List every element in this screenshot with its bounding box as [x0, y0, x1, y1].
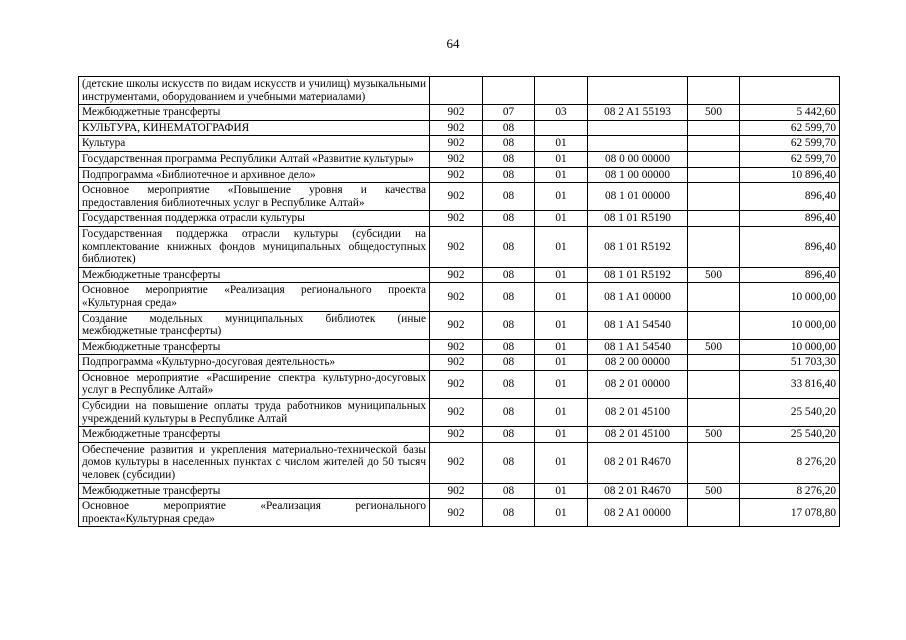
amount-cell: 10 000,00 [740, 311, 840, 339]
section-code-cell: 08 [483, 211, 535, 227]
expense-type-cell [688, 370, 740, 398]
ministry-code-cell: 902 [430, 499, 483, 527]
expense-type-cell: 500 [688, 267, 740, 283]
subsection-code-cell: 01 [535, 283, 588, 311]
subsection-code-cell: 01 [535, 339, 588, 355]
row-name-cell: Основное мероприятие «Реализация регионального проекта «Культурная среда» [79, 283, 430, 311]
amount-cell: 25 540,20 [740, 399, 840, 427]
subsection-code-cell: 01 [535, 211, 588, 227]
amount-cell: 8 276,20 [740, 483, 840, 499]
row-name-cell: (детские школы искусств по видам искусств и училищ) музыкальными инструментами, оборудованием и учебными материалами) [79, 77, 430, 105]
section-code-cell: 08 [483, 151, 535, 167]
target-article-cell: 08 2 A1 00000 [588, 499, 688, 527]
expense-type-cell: 500 [688, 105, 740, 121]
amount-cell: 896,40 [740, 211, 840, 227]
target-article-cell: 08 1 A1 54540 [588, 311, 688, 339]
row-name-cell: Государственная поддержка отрасли культуры [79, 211, 430, 227]
row-name-cell: Подпрограмма «Культурно-досуговая деятельность» [79, 355, 430, 371]
ministry-code-cell: 902 [430, 339, 483, 355]
section-code-cell: 08 [483, 311, 535, 339]
amount-cell: 62 599,70 [740, 151, 840, 167]
page-number: 64 [446, 36, 460, 51]
expense-type-cell [688, 77, 740, 105]
table-row [79, 77, 840, 105]
expense-type-cell [688, 355, 740, 371]
target-article-cell: 08 1 01 R5190 [588, 211, 688, 227]
expense-type-cell [688, 211, 740, 227]
target-article-cell: 08 2 01 R4670 [588, 442, 688, 483]
ministry-code-cell: 902 [430, 311, 483, 339]
table-row [79, 226, 840, 267]
amount-cell: 10 000,00 [740, 283, 840, 311]
ministry-code-cell [430, 77, 483, 105]
amount-cell: 10 000,00 [740, 339, 840, 355]
section-code-cell: 08 [483, 136, 535, 152]
subsection-code-cell: 01 [535, 136, 588, 152]
row-name-cell: Межбюджетные трансферты [79, 267, 430, 283]
amount-cell: 51 703,30 [740, 355, 840, 371]
ministry-code-cell: 902 [430, 120, 483, 136]
subsection-code-cell: 01 [535, 499, 588, 527]
ministry-code-cell: 902 [430, 167, 483, 183]
subsection-code-cell: 01 [535, 311, 588, 339]
expense-type-cell [688, 167, 740, 183]
expense-type-cell [688, 499, 740, 527]
ministry-code-cell: 902 [430, 399, 483, 427]
target-article-cell: 08 2 01 R4670 [588, 483, 688, 499]
section-code-cell: 08 [483, 370, 535, 398]
table-row [79, 427, 840, 443]
expense-type-cell: 500 [688, 339, 740, 355]
target-article-cell [588, 120, 688, 136]
expense-type-cell [688, 442, 740, 483]
row-name-cell: Основное мероприятие «Расширение спектра культурно-досуговых услуг в Республике Алтай» [79, 370, 430, 398]
subsection-code-cell: 01 [535, 167, 588, 183]
target-article-cell: 08 1 01 00000 [588, 183, 688, 211]
expense-type-cell [688, 120, 740, 136]
section-code-cell: 07 [483, 105, 535, 121]
expense-type-cell: 500 [688, 427, 740, 443]
section-code-cell: 08 [483, 499, 535, 527]
section-code-cell: 08 [483, 267, 535, 283]
subsection-code-cell: 01 [535, 183, 588, 211]
table-row [79, 483, 840, 499]
ministry-code-cell: 902 [430, 211, 483, 227]
table-row [79, 499, 840, 527]
section-code-cell: 08 [483, 120, 535, 136]
section-code-cell: 08 [483, 442, 535, 483]
target-article-cell: 08 0 00 00000 [588, 151, 688, 167]
ministry-code-cell: 902 [430, 483, 483, 499]
expense-type-cell [688, 183, 740, 211]
expense-type-cell [688, 311, 740, 339]
section-code-cell: 08 [483, 339, 535, 355]
subsection-code-cell: 01 [535, 370, 588, 398]
table-row [79, 167, 840, 183]
row-name-cell: Подпрограмма «Библиотечное и архивное дело» [79, 167, 430, 183]
subsection-code-cell: 01 [535, 151, 588, 167]
amount-cell: 33 816,40 [740, 370, 840, 398]
subsection-code-cell: 01 [535, 483, 588, 499]
table-row [79, 442, 840, 483]
table-row [79, 211, 840, 227]
table-row [79, 339, 840, 355]
target-article-cell: 08 2 01 45100 [588, 427, 688, 443]
target-article-cell: 08 1 A1 54540 [588, 339, 688, 355]
ministry-code-cell: 902 [430, 105, 483, 121]
expense-type-cell [688, 226, 740, 267]
amount-cell: 17 078,80 [740, 499, 840, 527]
table-row [79, 136, 840, 152]
table-row [79, 105, 840, 121]
ministry-code-cell: 902 [430, 136, 483, 152]
row-name-cell: Основное мероприятие «Реализация регионального проекта«Культурная среда» [79, 499, 430, 527]
subsection-code-cell [535, 77, 588, 105]
section-code-cell: 08 [483, 355, 535, 371]
ministry-code-cell: 902 [430, 370, 483, 398]
section-code-cell: 08 [483, 399, 535, 427]
table-row [79, 183, 840, 211]
row-name-cell: Культура [79, 136, 430, 152]
ministry-code-cell: 902 [430, 183, 483, 211]
row-name-cell: Субсидии на повышение оплаты труда работников муниципальных учреждений культуры в Республике Алтай [79, 399, 430, 427]
target-article-cell: 08 1 00 00000 [588, 167, 688, 183]
table-row [79, 120, 840, 136]
row-name-cell: Основное мероприятие «Повышение уровня и качества предоставления библиотечных услуг в Республике Алтай» [79, 183, 430, 211]
subsection-code-cell: 01 [535, 226, 588, 267]
expense-type-cell [688, 136, 740, 152]
target-article-cell: 08 2 01 00000 [588, 370, 688, 398]
row-name-cell: Межбюджетные трансферты [79, 339, 430, 355]
amount-cell: 10 896,40 [740, 167, 840, 183]
subsection-code-cell: 03 [535, 105, 588, 121]
row-name-cell: Государственная программа Республики Алтай «Развитие культуры» [79, 151, 430, 167]
section-code-cell: 08 [483, 183, 535, 211]
ministry-code-cell: 902 [430, 442, 483, 483]
ministry-code-cell: 902 [430, 267, 483, 283]
amount-cell: 5 442,60 [740, 105, 840, 121]
section-code-cell [483, 77, 535, 105]
subsection-code-cell: 01 [535, 427, 588, 443]
budget-table [78, 76, 840, 527]
ministry-code-cell: 902 [430, 283, 483, 311]
ministry-code-cell: 902 [430, 355, 483, 371]
table-row [79, 399, 840, 427]
amount-cell: 62 599,70 [740, 120, 840, 136]
ministry-code-cell: 902 [430, 151, 483, 167]
amount-cell: 62 599,70 [740, 136, 840, 152]
ministry-code-cell: 902 [430, 226, 483, 267]
target-article-cell: 08 1 01 R5192 [588, 226, 688, 267]
ministry-code-cell: 902 [430, 427, 483, 443]
amount-cell: 896,40 [740, 226, 840, 267]
row-name-cell: Межбюджетные трансферты [79, 427, 430, 443]
section-code-cell: 08 [483, 427, 535, 443]
expense-type-cell [688, 283, 740, 311]
target-article-cell [588, 77, 688, 105]
expense-type-cell: 500 [688, 483, 740, 499]
subsection-code-cell [535, 120, 588, 136]
row-name-cell: Государственная поддержка отрасли культуры (субсидии на комплектование книжных фондов муниципальных общедоступных библиотек) [79, 226, 430, 267]
row-name-cell: Межбюджетные трансферты [79, 483, 430, 499]
row-name-cell: Обеспечение развития и укрепления материально-технической базы домов культуры в населенных пунктах с числом жителей до 50 тысяч человек (субсидии) [79, 442, 430, 483]
target-article-cell: 08 2 01 45100 [588, 399, 688, 427]
target-article-cell: 08 2 00 00000 [588, 355, 688, 371]
table-row [79, 355, 840, 371]
target-article-cell [588, 136, 688, 152]
row-name-cell: Межбюджетные трансферты [79, 105, 430, 121]
row-name-cell: КУЛЬТУРА, КИНЕМАТОГРАФИЯ [79, 120, 430, 136]
table-row [79, 370, 840, 398]
amount-cell: 8 276,20 [740, 442, 840, 483]
subsection-code-cell: 01 [535, 355, 588, 371]
target-article-cell: 08 2 A1 55193 [588, 105, 688, 121]
row-name-cell: Создание модельных муниципальных библиотек (иные межбюджетные трансферты) [79, 311, 430, 339]
table-row [79, 283, 840, 311]
amount-cell: 25 540,20 [740, 427, 840, 443]
amount-cell [740, 77, 840, 105]
subsection-code-cell: 01 [535, 267, 588, 283]
section-code-cell: 08 [483, 483, 535, 499]
subsection-code-cell: 01 [535, 442, 588, 483]
amount-cell: 896,40 [740, 267, 840, 283]
table-row [79, 151, 840, 167]
section-code-cell: 08 [483, 226, 535, 267]
expense-type-cell [688, 399, 740, 427]
table-row [79, 267, 840, 283]
section-code-cell: 08 [483, 283, 535, 311]
subsection-code-cell: 01 [535, 399, 588, 427]
table-row [79, 311, 840, 339]
section-code-cell: 08 [483, 167, 535, 183]
target-article-cell: 08 1 01 R5192 [588, 267, 688, 283]
amount-cell: 896,40 [740, 183, 840, 211]
target-article-cell: 08 1 A1 00000 [588, 283, 688, 311]
expense-type-cell [688, 151, 740, 167]
